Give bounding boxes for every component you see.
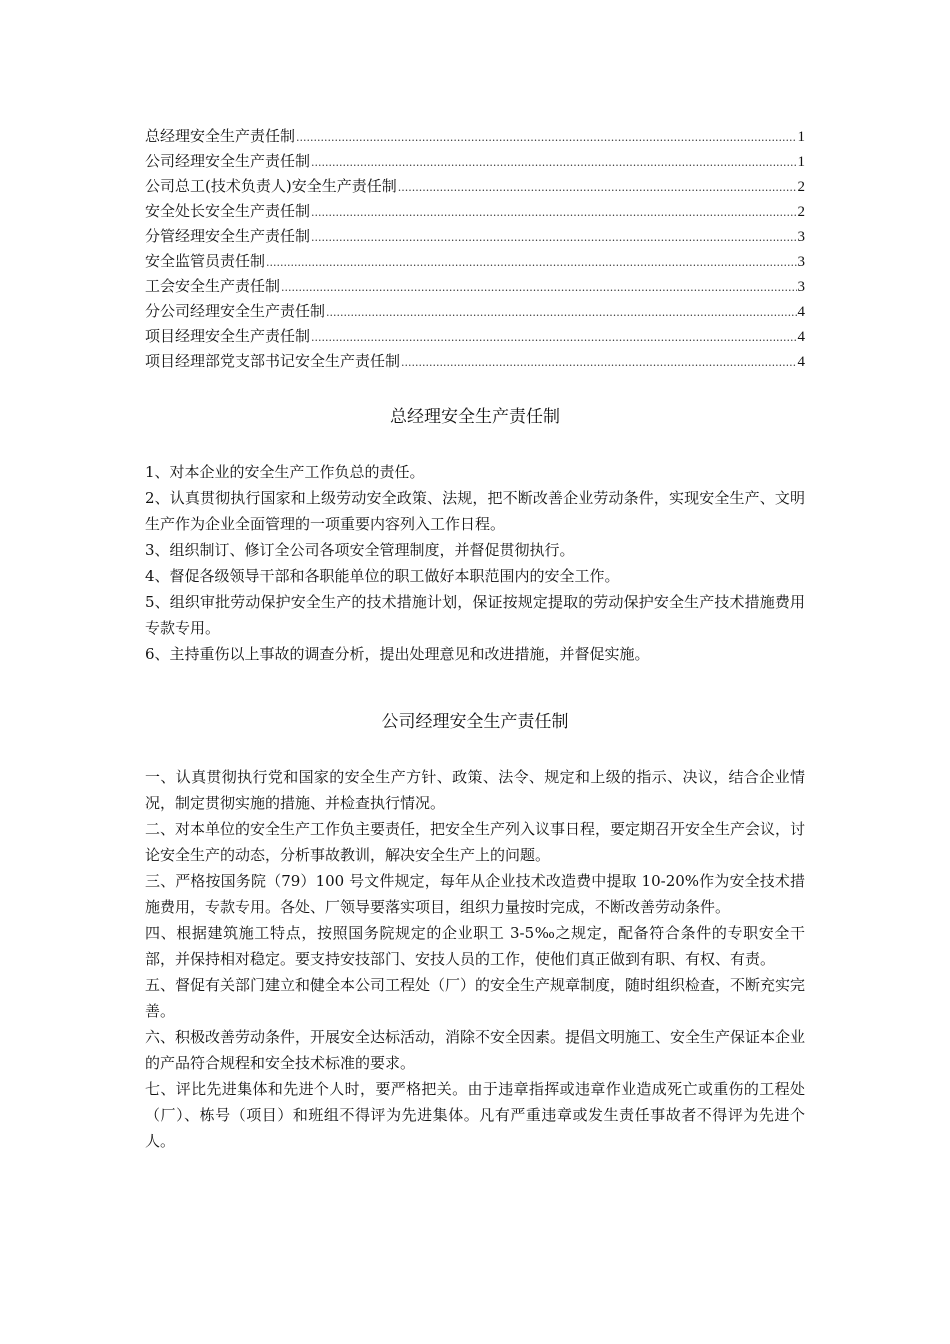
toc-entry-page: 2: [797, 179, 805, 195]
toc-entry-title: 安全处长安全生产责任制: [145, 202, 311, 220]
toc-leader-dots: [401, 350, 796, 375]
toc-entry-title: 公司总工(技术负责人)安全生产责任制: [145, 177, 397, 195]
toc-entry[interactable]: [145, 224, 805, 249]
document-page: [145, 124, 805, 1154]
responsibility-item: 5、组织审批劳动保护安全生产的技术措施计划，保证按规定提取的劳动保护安全生产技术措施费用专款专用。: [145, 593, 805, 637]
toc-entry[interactable]: [145, 299, 805, 324]
toc-entry-title: 项目经理部党支部书记安全生产责任制: [145, 352, 401, 370]
section-body-general-manager: [145, 459, 805, 667]
toc-entry-title: 分管经理安全生产责任制: [145, 227, 311, 245]
toc-entry-page: 3: [797, 254, 805, 270]
toc-entry[interactable]: [145, 199, 805, 224]
toc-leader-dots: [311, 325, 796, 350]
responsibility-item: 三、严格按国务院（79）100 号文件规定，每年从企业技术改造费中提取 10-20%作为安全技术措施费用，专款专用。各处、厂领导要落实项目，组织力量按时完成，不断改善劳动条件。: [145, 872, 805, 916]
responsibility-item: 七、评比先进集体和先进个人时，要严格把关。由于违章指挥或违章作业造成死亡或重伤的工程处（厂）、栋号（项目）和班组不得评为先进集体。凡有严重违章或发生责任事故者不得评为先进个人。: [145, 1080, 805, 1150]
toc-entry[interactable]: [145, 274, 805, 299]
toc-leader-dots: [311, 200, 796, 225]
toc-entry[interactable]: [145, 124, 805, 149]
responsibility-item: 1、对本企业的安全生产工作负总的责任。: [145, 463, 425, 481]
toc-entry-page: 4: [797, 354, 805, 370]
toc-entry[interactable]: [145, 174, 805, 199]
toc-entry-title: 公司经理安全生产责任制: [145, 152, 311, 170]
responsibility-item: 六、积极改善劳动条件，开展安全达标活动，消除不安全因素。提倡文明施工、安全生产保证本企业的产品符合规程和安全技术标准的要求。: [145, 1028, 806, 1072]
responsibility-item: 一、认真贯彻执行党和国家的安全生产方针、政策、法令、规定和上级的指示、决议，结合企业情况，制定贯彻实施的措施、并检查执行情况。: [145, 768, 805, 812]
toc-entry-title: 分公司经理安全生产责任制: [145, 302, 326, 320]
toc-entry[interactable]: [145, 249, 805, 274]
toc-entry-title: 安全监管员责任制: [145, 252, 266, 270]
toc-entry[interactable]: [145, 349, 805, 374]
toc-entry-page: 2: [797, 204, 805, 220]
toc-leader-dots: [266, 250, 796, 275]
responsibility-item: 二、对本单位的安全生产工作负主要责任，把安全生产列入议事日程，要定期召开安全生产会议，讨论安全生产的动态，分析事故教训，解决安全生产上的问题。: [145, 820, 806, 864]
section-title-general-manager: 总经理安全生产责任制: [390, 407, 560, 427]
responsibility-item: 4、督促各级领导干部和各职能单位的职工做好本职范围内的安全工作。: [145, 567, 620, 585]
toc-entry-page: 1: [797, 129, 805, 145]
toc-entry-page: 1: [797, 154, 805, 170]
toc-entry-title: 项目经理安全生产责任制: [145, 327, 311, 345]
toc-leader-dots: [326, 300, 796, 325]
toc-leader-dots: [281, 275, 796, 300]
toc-leader-dots: [311, 225, 796, 250]
section-body-company-manager: [145, 764, 805, 1154]
toc-entry-page: 4: [797, 329, 805, 345]
responsibility-item: 五、督促有关部门建立和健全本公司工程处（厂）的安全生产规章制度，随时组织检查，不断充实完善。: [145, 976, 806, 1020]
toc-entry-page: 3: [797, 279, 805, 295]
responsibility-item: 6、主持重伤以上事故的调查分析，提出处理意见和改进措施，并督促实施。: [145, 645, 650, 663]
toc-entry-page: 3: [797, 229, 805, 245]
section-title-company-manager: 公司经理安全生产责任制: [381, 712, 569, 732]
toc-entry-title: 总经理安全生产责任制: [145, 127, 296, 145]
toc-leader-dots: [398, 175, 797, 200]
toc-entry-title: 工会安全生产责任制: [145, 277, 281, 295]
responsibility-item: 四、根据建筑施工特点，按照国务院规定的企业职工 3-5‰之规定，配备符合条件的专职安全干部，并保持相对稳定。要支持安技部门、安技人员的工作，使他们真正做到有职、有权、有责。: [145, 924, 805, 968]
toc-entry[interactable]: [145, 149, 805, 174]
toc-leader-dots: [296, 125, 796, 150]
responsibility-item: 3、组织制订、修订全公司各项安全管理制度，并督促贯彻执行。: [145, 541, 575, 559]
table-of-contents: [145, 124, 805, 374]
toc-entry[interactable]: [145, 324, 805, 349]
toc-entry-page: 4: [797, 304, 805, 320]
toc-leader-dots: [311, 150, 796, 175]
responsibility-item: 2、认真贯彻执行国家和上级劳动安全政策、法规，把不断改善企业劳动条件，实现安全生产、文明生产作为企业全面管理的一项重要内容列入工作日程。: [145, 489, 805, 533]
